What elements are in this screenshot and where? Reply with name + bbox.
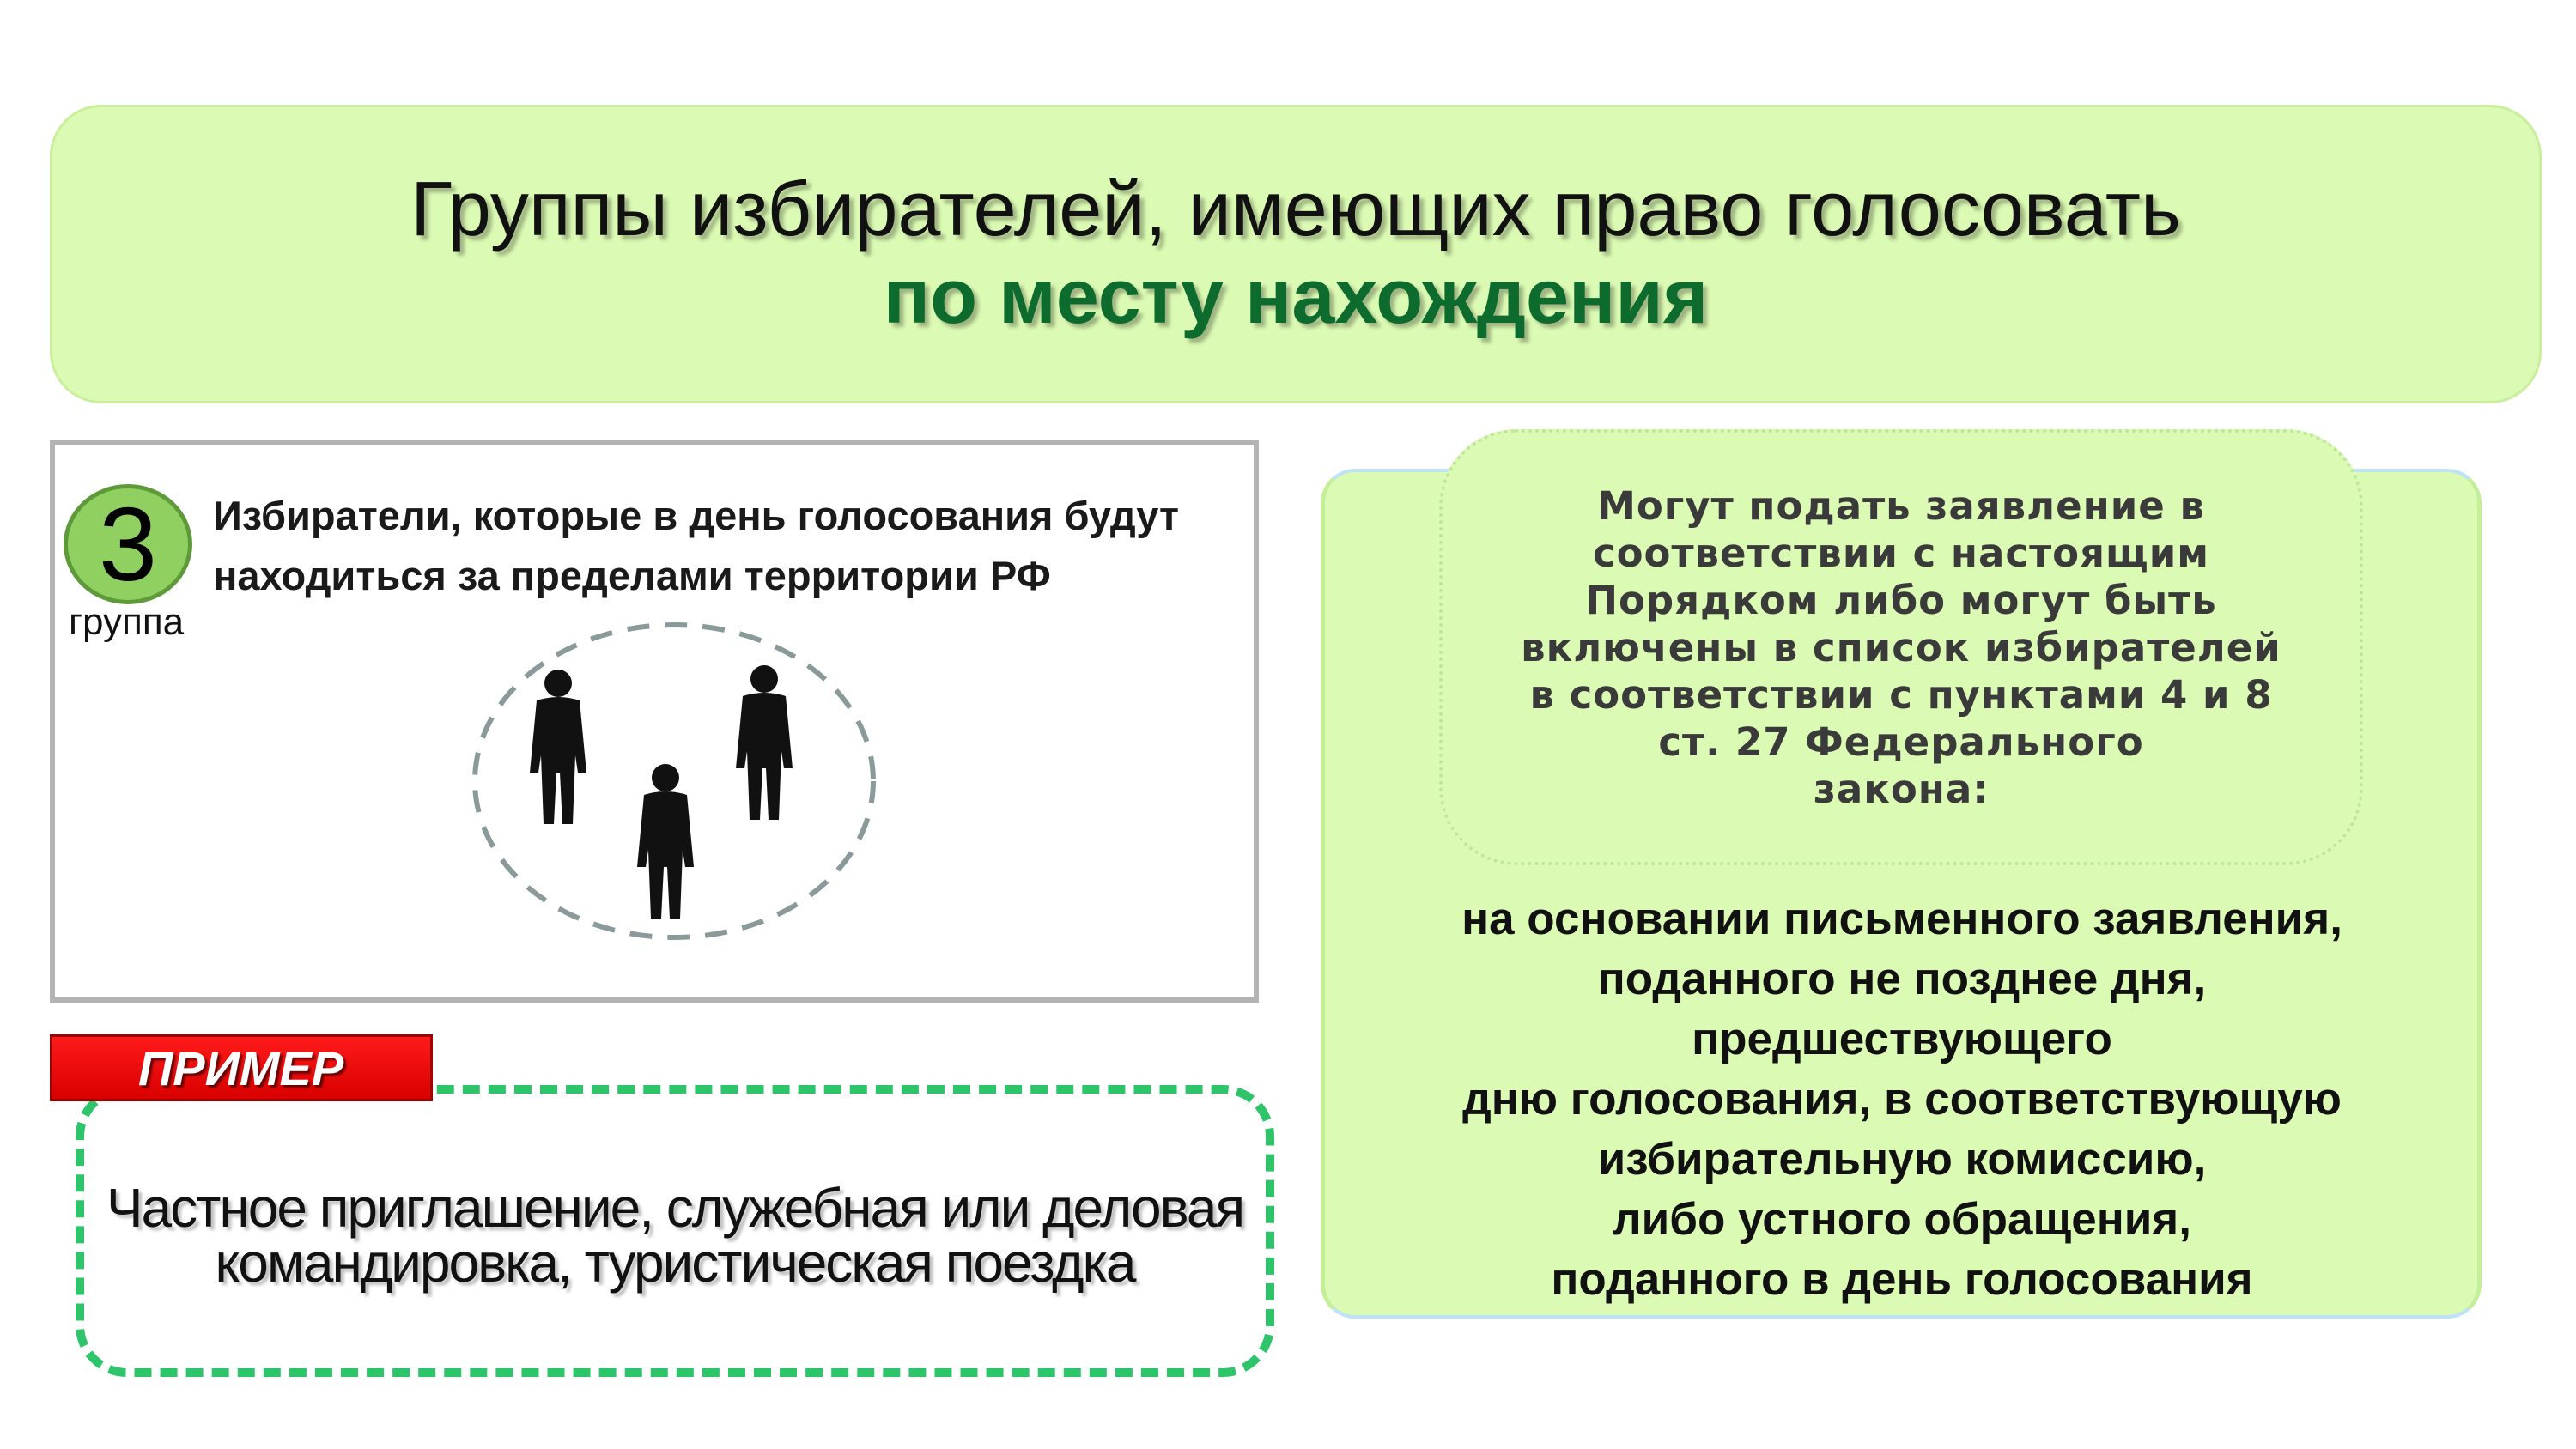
group-label: группа [69, 601, 185, 643]
bubble-text: Могут подать заявление в соответствии с настоящим Порядком либо могут быть включены в список избирателей в соответствии с пунктами 4 и 8 ст. 27 Федерального закона: [1521, 482, 2281, 812]
title-banner [50, 105, 2542, 403]
example-box [76, 1085, 1274, 1377]
group-of-people-icon [464, 618, 884, 953]
example-tag-label: ПРИМЕР [138, 1040, 344, 1095]
example-tag [50, 1034, 433, 1101]
info-bubble [1439, 429, 2363, 865]
person-silhouette-icon [736, 665, 793, 820]
page-title: Группы избирателей, имеющих право голосовать [410, 167, 2181, 252]
group-number-badge: 3 [64, 484, 192, 604]
group-description: Избиратели, которые в день голосования будут находиться за пределами территории РФ [213, 493, 1179, 598]
example-text: Частное приглашение, служебная или деловая командировка, туристическая поездка [106, 1177, 1244, 1294]
person-silhouette-icon [637, 764, 694, 919]
page-subtitle: по месту нахождения [883, 254, 1709, 340]
person-silhouette-icon [530, 670, 586, 824]
application-conditions-text: на основании письменного заявления, поданного не позднее дня, предшествующего дню голосования, в соответствующую избирательную комиссию, либо устного обращения, поданного в день голосования [1461, 894, 2342, 1305]
